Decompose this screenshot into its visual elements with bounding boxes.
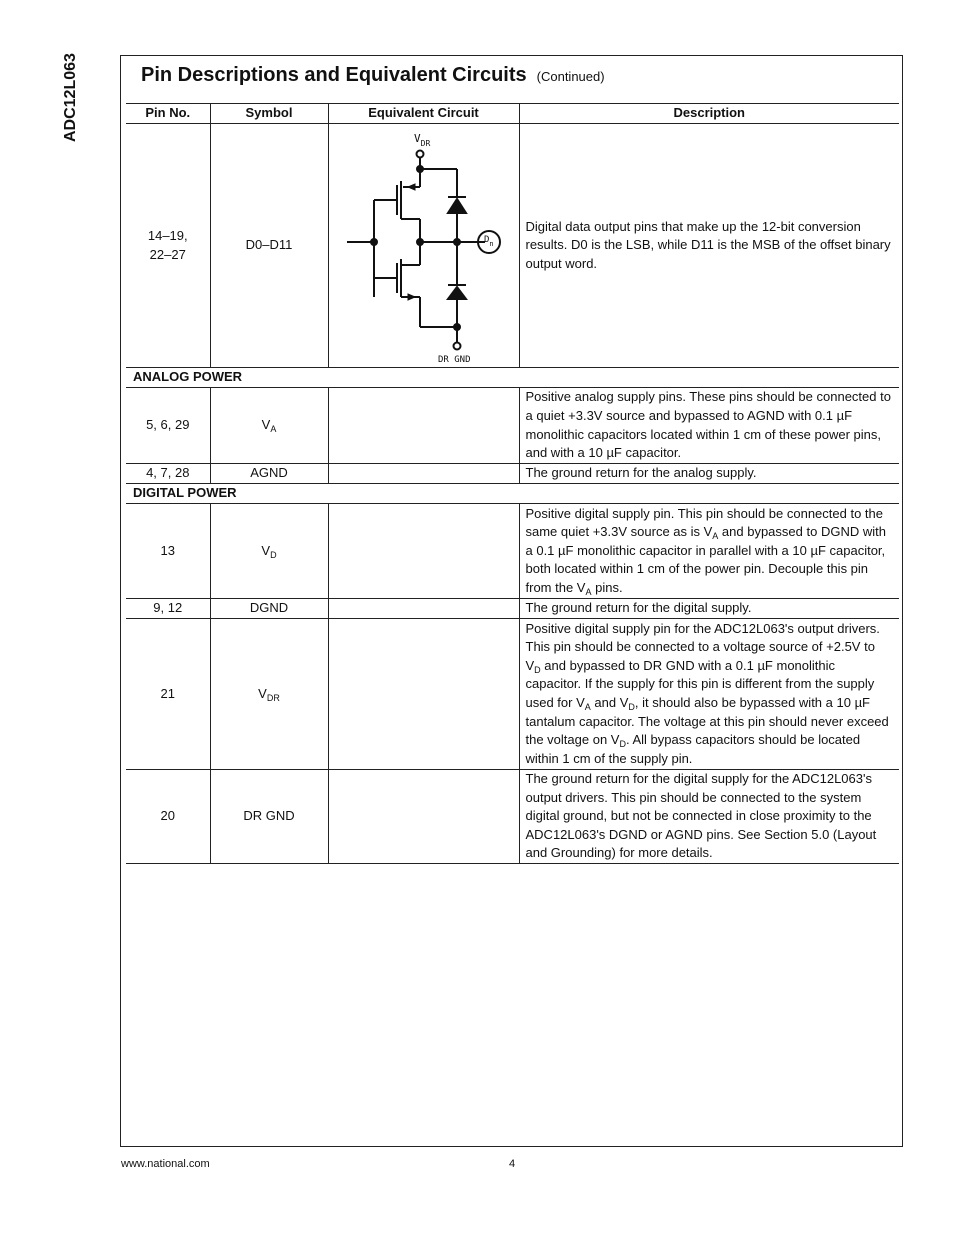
section-label: ANALOG POWER — [126, 368, 899, 388]
header-pin-no: Pin No. — [126, 104, 210, 124]
description-cell: Positive digital supply pin for the ADC12L063's output drivers. This pin should be connected to a voltage source of +2.5V to $V_D$ and bypassed to DR GND with a 0.1 µF monolithic capacitor. If the supply for this pin is different from the supply used for $V_A$ and $V_D$, it should also be bypassed with a 10 µF tantalum capacitor. The voltage at this pin should never exceed the voltage on $V_D$. All bypass capacitors should be located within 1 cm of the supply pin. — [519, 619, 899, 770]
pin-cell: 5, 6, 29 — [126, 388, 210, 464]
symbol-cell: $V_D$ — [210, 504, 328, 599]
pin-cell: 13 — [126, 504, 210, 599]
circuit-cell — [328, 464, 519, 484]
description-cell: Digital data output pins that make up the 12-bit conversion results. D0 is the LSB, while D11 is the MSB of the offset binary output word. — [519, 124, 899, 368]
description-cell: The ground return for the digital supply for the ADC12L063's output drivers. This pin should be connected to the system digital ground, but not be connected in close proximity to the ADC12L063's DGND or AGND pins. See Section 5.0 (Layout and Grounding) for more details. — [519, 770, 899, 864]
pin-cell — [126, 124, 210, 368]
footer-website: www.national.com — [121, 1158, 210, 1170]
pin-cell: 4, 7, 28 — [126, 464, 210, 484]
circuit-cell — [328, 388, 519, 464]
upper-diode-icon — [448, 199, 466, 213]
table-row — [126, 770, 899, 864]
pin-cell: 20 — [126, 770, 210, 864]
page-title — [141, 64, 605, 87]
symbol-cell: DR GND — [210, 770, 328, 864]
pin-table — [126, 103, 899, 864]
pin-cell: 9, 12 — [126, 599, 210, 619]
side-title: ADC12L063 — [62, 53, 79, 142]
section-label: DIGITAL POWER — [126, 484, 899, 504]
circuit-cell — [328, 504, 519, 599]
table-row — [126, 124, 899, 368]
lower-transistor-arrow-icon — [408, 294, 415, 300]
continued-note: (Continued) — [536, 69, 605, 84]
table-row — [126, 388, 899, 464]
lower-diode-icon — [448, 287, 466, 299]
pin-line-2: 22–27 — [149, 246, 186, 262]
table-header-row — [126, 104, 899, 124]
table-row — [126, 619, 899, 770]
table-row — [126, 504, 899, 599]
section-row-analog-power — [126, 368, 899, 388]
table-row — [126, 464, 899, 484]
circuit-cell — [328, 770, 519, 864]
symbol-cell: D0–D11 — [210, 124, 328, 368]
equivalent-circuit-diagram — [329, 125, 519, 367]
upper-transistor-arrow-icon — [408, 184, 415, 190]
header-symbol: Symbol — [210, 104, 328, 124]
table-row — [126, 599, 899, 619]
vdr-terminal — [416, 150, 423, 157]
footer-page-number: 4 — [509, 1158, 516, 1170]
vdr-label: $V_{DR}$ — [413, 131, 430, 148]
circuit-cell — [328, 599, 519, 619]
description-cell: The ground return for the analog supply. — [519, 464, 899, 484]
description-cell: Positive digital supply pin. This pin should be connected to the same quiet +3.3V source as is $V_A$ and bypassed to DGND with a 0.1 µF monolithic capacitor in parallel with a 10 µF capacitor, both located within 1 cm of the power pin. Decouple this pin from the $V_A$ pins. — [519, 504, 899, 599]
symbol-cell: AGND — [210, 464, 328, 484]
circuit-cell — [328, 619, 519, 770]
header-equivalent-circuit: Equivalent Circuit — [328, 104, 519, 124]
symbol-cell: $V_{DR}$ — [210, 619, 328, 770]
header-description: Description — [519, 104, 899, 124]
pin-cell: 21 — [126, 619, 210, 770]
dn-label: $D_n$ — [483, 234, 494, 248]
title-text: Pin Descriptions and Equivalent Circuits — [141, 64, 527, 86]
pin-line-1: 14–19, — [147, 227, 188, 243]
dr-gnd-terminal — [453, 342, 460, 349]
section-row-digital-power — [126, 484, 899, 504]
symbol-cell: $V_A$ — [210, 388, 328, 464]
circuit-cell — [328, 124, 519, 368]
description-cell: The ground return for the digital supply. — [519, 599, 899, 619]
description-cell: Positive analog supply pins. These pins should be connected to a quiet +3.3V source and bypassed to AGND with 0.1 µF monolithic capacitors located within 1 cm of these power pins, and with a 10 µF capacitor. — [519, 388, 899, 464]
dr-gnd-label: DR GND — [437, 354, 471, 365]
symbol-cell: DGND — [210, 599, 328, 619]
